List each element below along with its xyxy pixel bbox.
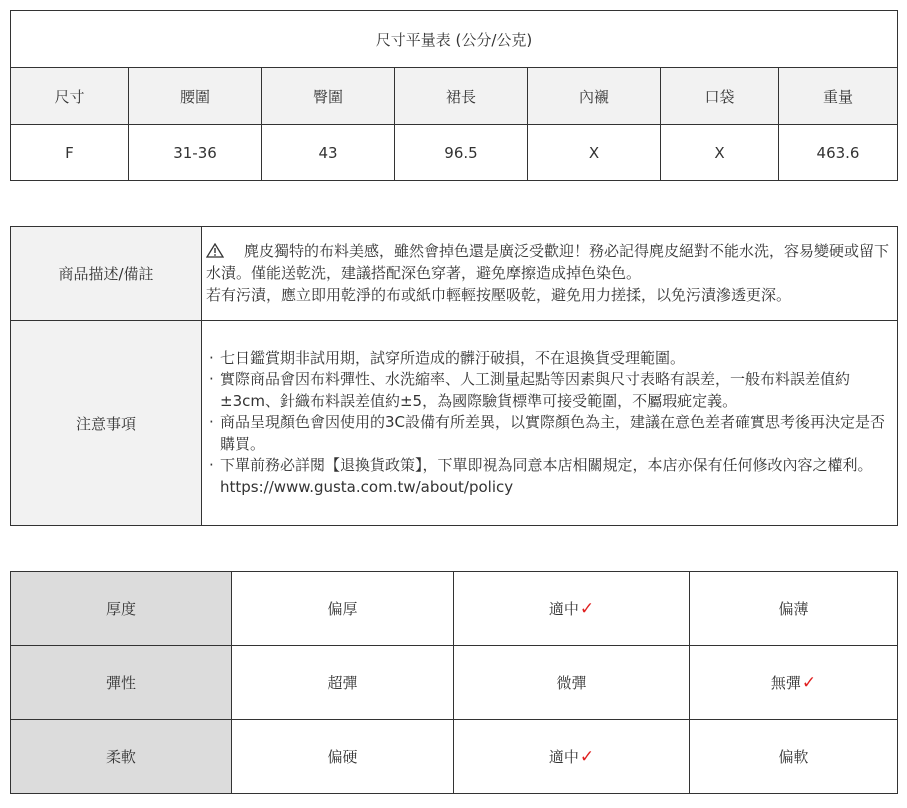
header-weight: 重量: [779, 68, 898, 125]
fabric-option-text: 超彈: [327, 674, 358, 692]
fabric-option: [690, 720, 898, 794]
header-waist: 腰圍: [129, 68, 262, 125]
notes-list: [206, 348, 891, 499]
fabric-option: [232, 572, 454, 646]
size-table-title: 尺寸平量表 (公分/公克): [11, 11, 898, 68]
fabric-option-text: 偏硬: [327, 748, 358, 766]
description-text-1: 麂皮獨特的布料美感，雖然會掉色還是廣泛受歡迎！務必記得麂皮絕對不能水洗，容易變硬或留下水漬。僅能送乾洗，建議搭配深色穿著，避免摩擦造成掉色染色。: [206, 241, 890, 283]
fabric-table: [10, 571, 898, 794]
header-pocket: 口袋: [661, 68, 779, 125]
fabric-option-text: 微彈: [556, 674, 587, 692]
fabric-option-text: 偏厚: [327, 600, 358, 618]
fabric-option-text: 適中: [548, 600, 579, 618]
header-lining: 內襯: [528, 68, 661, 125]
value-pocket: X: [661, 125, 779, 181]
value-lining: X: [528, 125, 661, 181]
description-line: [206, 241, 891, 285]
fabric-option: [232, 646, 454, 720]
fabric-label-softness: 柔軟: [11, 720, 232, 794]
value-weight: 463.6: [779, 125, 898, 181]
notes-label: 注意事項: [11, 321, 202, 526]
fabric-option: [454, 646, 690, 720]
header-skirt-length: 裙長: [395, 68, 528, 125]
notes-content: [202, 321, 898, 526]
value-skirt-length: 96.5: [395, 125, 528, 181]
notes-item-1: · 七日鑑賞期非試用期，試穿所造成的髒汙破損，不在退換貨受理範圍。: [206, 348, 891, 370]
fabric-row-elasticity: [11, 646, 898, 720]
notes-item-2: · 實際商品會因布料彈性、水洗縮率、人工測量起點等因素與尺寸表略有誤差，一般布料誤差值約±3cm、針織布料誤差值約±5，為國際驗貨標準可接受範圍，不屬瑕疵定義。: [206, 369, 891, 412]
description-text-2: 若有污漬，應立即用乾淨的布或紙巾輕輕按壓吸乾，避免用力搓揉，以免污漬滲透更深。: [206, 285, 792, 304]
description-table: [10, 226, 898, 526]
fabric-option: [454, 572, 690, 646]
value-waist: 31-36: [129, 125, 262, 181]
fabric-option: [690, 646, 898, 720]
warning-triangle-icon: [206, 242, 244, 264]
fabric-option-text: 偏軟: [778, 748, 809, 766]
description-content: [202, 227, 898, 321]
fabric-option-text: 偏薄: [778, 600, 809, 618]
fabric-row-softness: [11, 720, 898, 794]
value-size: F: [11, 125, 129, 181]
fabric-row-thickness: [11, 572, 898, 646]
fabric-option-text: 適中: [548, 748, 579, 766]
value-hip: 43: [262, 125, 395, 181]
fabric-label-elasticity: 彈性: [11, 646, 232, 720]
fabric-option: [690, 572, 898, 646]
description-label: 商品描述/備註: [11, 227, 202, 321]
fabric-option-text: 無彈: [770, 674, 801, 692]
size-table: [10, 10, 898, 181]
check-icon: ✓: [801, 673, 817, 693]
check-icon: ✓: [579, 747, 595, 767]
fabric-option: [232, 720, 454, 794]
header-size: 尺寸: [11, 68, 129, 125]
check-icon: ✓: [579, 599, 595, 619]
header-hip: 臀圍: [262, 68, 395, 125]
fabric-label-thickness: 厚度: [11, 572, 232, 646]
fabric-option: [454, 720, 690, 794]
notes-item-3: · 商品呈現顏色會因使用的3C設備有所差異，以實際顏色為主，建議在意色差者確實思考後再決定是否購買。: [206, 412, 891, 455]
notes-item-4: · 下單前務必詳閱【退換貨政策】，下單即視為同意本店相關規定，本店亦保有任何修改內容之權利。https://www.gusta.com.tw/about/policy: [206, 455, 891, 498]
